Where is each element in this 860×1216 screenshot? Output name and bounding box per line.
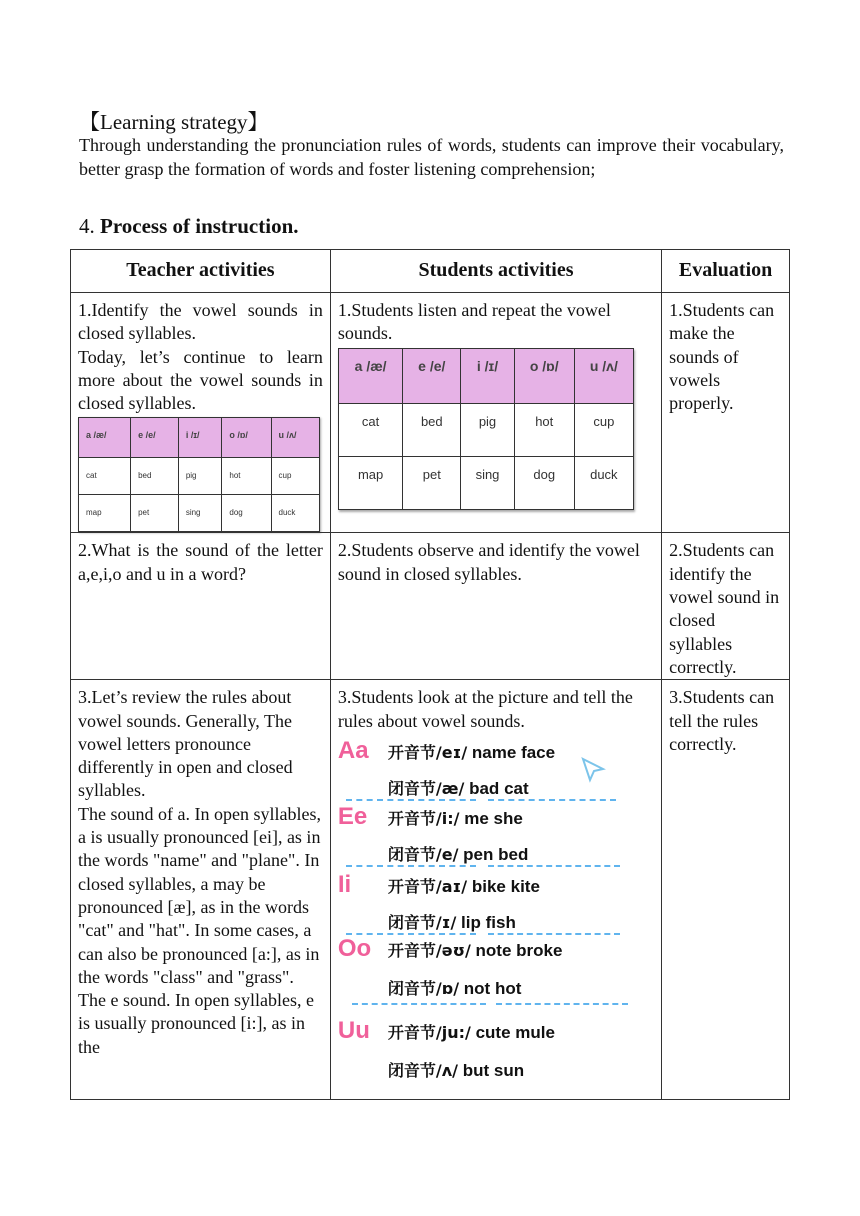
divider — [488, 933, 620, 935]
teacher-cell — [71, 680, 331, 1100]
open-syllable-rule: 开音节/aɪ/ — [387, 876, 468, 896]
open-syllable-rule: 开音节/ju:/ — [387, 1022, 471, 1042]
vowel-word: duck — [574, 456, 633, 509]
vowel-header: e /e/ — [403, 348, 461, 403]
vowel-header: e /e/ — [131, 418, 179, 458]
divider — [496, 1003, 628, 1005]
evaluation-cell — [662, 533, 790, 680]
vowel-word: dog — [222, 495, 271, 532]
divider — [488, 799, 616, 801]
example-word: not — [463, 978, 491, 998]
vowel-word: sing — [178, 495, 222, 532]
vowel-word: bed — [403, 403, 461, 456]
vowel-table-image-large — [338, 348, 634, 510]
teacher-text: Today, let’s continue to learn more about the vowel sounds in closed syllables. — [78, 346, 323, 414]
letter-label: Uu — [337, 1016, 370, 1044]
open-syllable-rule: 开音节/i:/ — [387, 808, 460, 828]
vowel-word: pet — [131, 495, 179, 532]
vowel-header: a /æ/ — [79, 418, 131, 458]
vowel-word: pig — [178, 458, 222, 495]
divider — [488, 865, 620, 867]
example-word: me — [464, 808, 489, 828]
closed-syllable-rule: 闭音节/ʌ/ — [387, 1060, 459, 1080]
vowel-table-image-small — [78, 417, 320, 532]
instruction-table — [70, 249, 790, 1100]
teacher-cell — [71, 293, 331, 533]
students-text: 3.Students look at the picture and tell the rules about vowel sounds. — [337, 687, 633, 731]
students-cell — [330, 293, 661, 533]
vowel-word: duck — [271, 495, 319, 532]
example-word: lip — [461, 912, 481, 932]
vowel-header: u /ʌ/ — [271, 418, 319, 458]
example-word: note — [475, 940, 512, 960]
vowel-header: i /ɪ/ — [178, 418, 222, 458]
header-row — [71, 250, 790, 293]
section-heading — [79, 214, 299, 239]
example-word: cat — [504, 778, 529, 798]
example-word: broke — [516, 940, 563, 960]
vowel-rules-picture — [337, 736, 638, 1099]
closed-syllable-rule: 闭音节/e/ — [387, 844, 459, 864]
vowel-word: sing — [461, 456, 514, 509]
example-word: bad — [469, 778, 500, 798]
closed-syllable-rule: 闭音节/ɪ/ — [387, 912, 457, 932]
vowel-word: hot — [514, 403, 574, 456]
example-word: hot — [494, 978, 522, 998]
letter-label: Oo — [337, 934, 372, 962]
strategy-text: Through understanding the pronunciation rules of words, students can improve their vocabulary, better grasp the formation of words and foster listening comprehension; — [79, 135, 784, 179]
example-word: cute — [475, 1022, 511, 1042]
vowel-word: pig — [461, 403, 514, 456]
students-text: 2.Students observe and identify the vowel sound in closed syllables. — [337, 540, 640, 584]
evaluation-cell — [662, 293, 790, 533]
teacher-text: The sound of a. In open syllables, a is usually pronounced [ei], as in the words "name" and "plane". In closed syllables, a may be pronounced [æ], as in the words "cat" and "hat". In some cases, a can also be pronounced [a:], as in the words "class" and "grass". — [78, 803, 321, 987]
header-teacher: Teacher activities — [71, 250, 331, 293]
open-syllable-rule: 开音节/əʊ/ — [387, 940, 471, 960]
vowel-header: o /ɒ/ — [222, 418, 271, 458]
divider — [346, 799, 476, 801]
example-word: but — [462, 1060, 490, 1080]
students-text: 1.Students listen and repeat the vowel sounds. — [337, 300, 611, 344]
divider — [352, 1003, 486, 1005]
vowel-word: pet — [403, 456, 461, 509]
cursor-icon — [581, 757, 609, 783]
vowel-word: cup — [271, 458, 319, 495]
letter-label: Ee — [337, 802, 368, 830]
vowel-word: map — [79, 495, 131, 532]
teacher-text: 1.Identify the vowel sounds in closed syllables. — [78, 300, 323, 344]
vowel-word: cat — [79, 458, 131, 495]
table-row — [71, 293, 790, 533]
letter-label: Aa — [337, 736, 369, 764]
evaluation-text: 1.Students can make the sounds of vowels properly. — [669, 300, 775, 414]
example-word: name — [471, 742, 517, 762]
section-title: Process of instruction. — [100, 214, 299, 238]
example-word: face — [521, 742, 556, 762]
example-word: she — [493, 808, 523, 828]
vowel-word: cup — [574, 403, 633, 456]
example-word: sun — [493, 1060, 525, 1080]
evaluation-cell — [662, 680, 790, 1100]
header-evaluation: Evaluation — [662, 250, 790, 293]
divider — [346, 865, 476, 867]
section-number: 4. — [79, 214, 100, 238]
open-syllable-rule: 开音节/eɪ/ — [387, 742, 468, 762]
evaluation-text: 3.Students can tell the rules correctly. — [669, 687, 775, 754]
closed-syllable-rule: 闭音节/ɒ/ — [387, 978, 460, 998]
evaluation-text: 2.Students can identify the vowel sound in closed syllables correctly. — [669, 540, 780, 677]
example-word: fish — [485, 912, 516, 932]
letter-label: Ii — [337, 870, 352, 898]
example-word: pen — [463, 844, 494, 864]
vowel-header: u /ʌ/ — [574, 348, 633, 403]
vowel-word: bed — [131, 458, 179, 495]
example-word: bike — [471, 876, 506, 896]
closed-syllable-rule: 闭音节/æ/ — [387, 778, 465, 798]
teacher-text: The e sound. In open syllables, e is usually pronounced [i:], as in the — [78, 990, 314, 1057]
vowel-header: i /ɪ/ — [461, 348, 514, 403]
example-word: kite — [510, 876, 540, 896]
table-row — [71, 533, 790, 680]
vowel-word: dog — [514, 456, 574, 509]
vowel-header: a /æ/ — [338, 348, 402, 403]
example-word: bed — [498, 844, 529, 864]
example-word: mule — [515, 1022, 555, 1042]
vowel-header: o /ɒ/ — [514, 348, 574, 403]
teacher-text: 2.What is the sound of the letter a,e,i,o and u in a word? — [78, 540, 323, 584]
strategy-title: 【Learning strategy】 — [79, 110, 269, 134]
teacher-cell — [71, 533, 331, 680]
header-students: Students activities — [330, 250, 661, 293]
vowel-word: cat — [338, 403, 402, 456]
vowel-word: map — [338, 456, 402, 509]
vowel-word: hot — [222, 458, 271, 495]
students-cell — [330, 680, 661, 1100]
teacher-text: 3.Let’s review the rules about vowel sounds. Generally, The vowel letters pronounce differently in open and closed syllables. — [78, 687, 293, 801]
table-row — [71, 680, 790, 1100]
students-cell — [330, 533, 661, 680]
